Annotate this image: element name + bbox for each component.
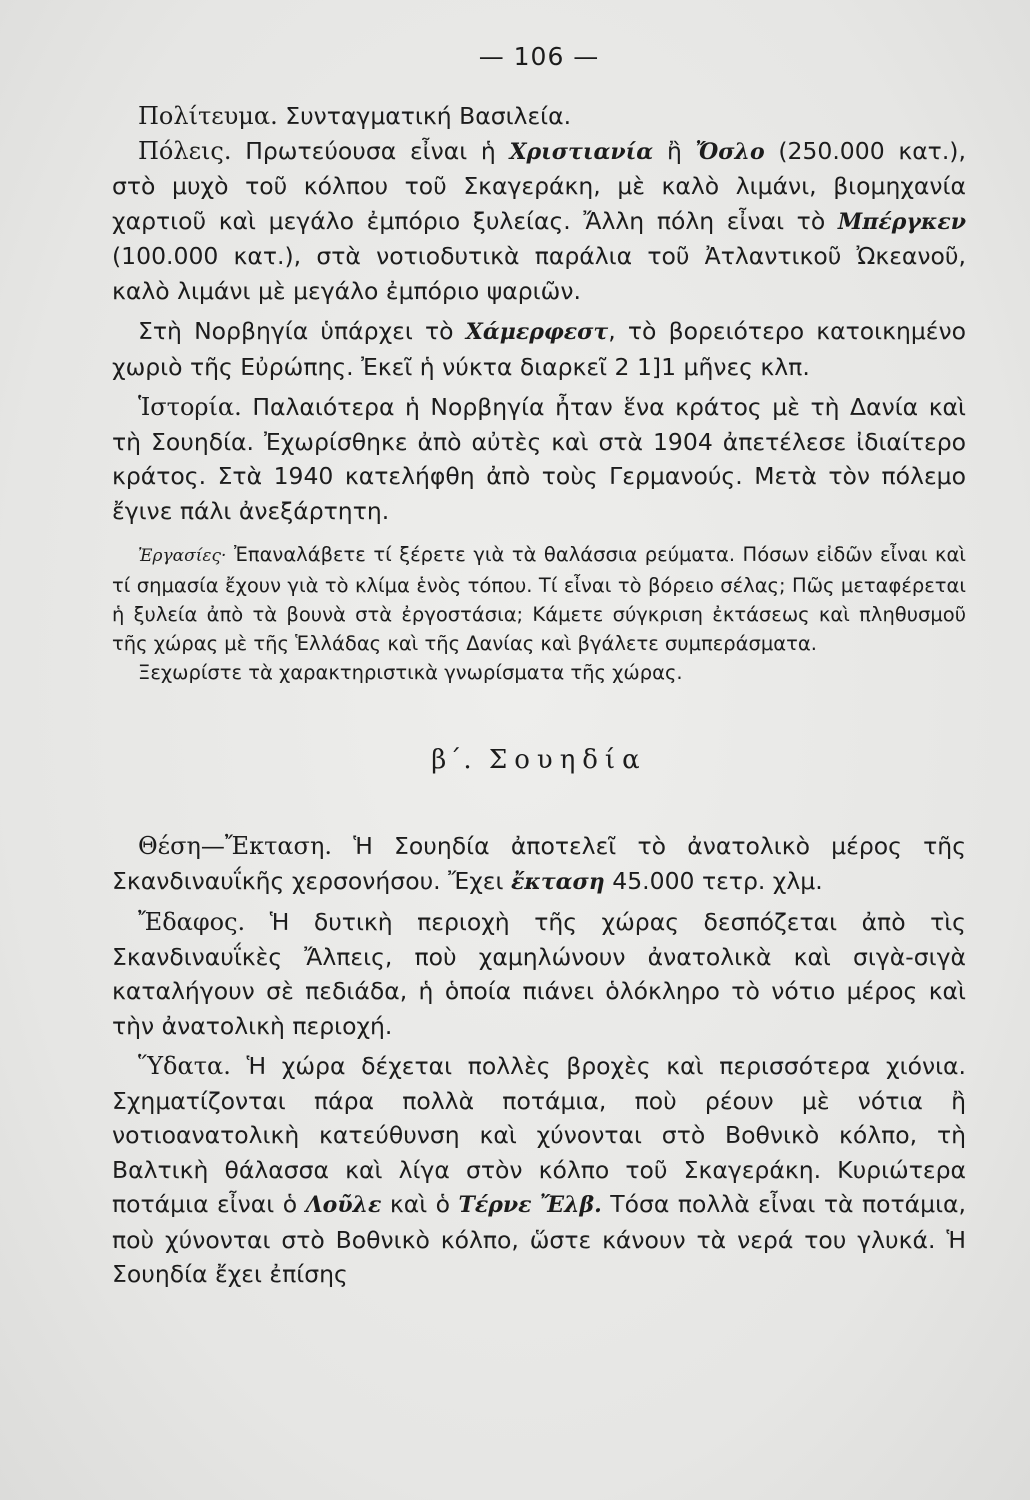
section-title: Σουηδία bbox=[488, 745, 647, 775]
poleis-text-2: ἢ bbox=[666, 136, 682, 165]
label-politeuma: Πολίτευμα. bbox=[138, 102, 278, 130]
section-heading-sweden bbox=[112, 745, 966, 775]
label-soil: Ἔδαφος. bbox=[138, 908, 246, 936]
text-soil: Ἡ δυτικὴ περιοχὴ τῆς χώρας δεσπόζεται ἀπὸ τὶς Σκανδιναυΐκὲς Ἄλπεις, ποὺ χαμηλώνουν ἀνατολικὰ καὶ σιγὰ-σιγὰ καταλήγουν σὲ πεδιάδα, ἡ ὁποία πιάνει ὁλόκληρο τὸ νότιο μέρος καὶ τὴν ἀνατολικὴ περιοχή. bbox=[112, 908, 966, 1040]
hammerfest-text-2: , τὸ βορειότερο κατοικημένο χωριὸ τῆς Εὐρώπης. Ἐκεῖ ἡ νύκτα διαρκεῖ 2 1]1 μῆνες κλπ. bbox=[112, 317, 966, 381]
city-bergen: Μπέργκεν bbox=[837, 208, 966, 235]
river-terne: Τέρνε bbox=[458, 1192, 532, 1218]
waters-text-3: Τόσα πολλὰ εἶναι τὰ ποτάμια, ποὺ χύνονται στὸ Βοθνικὸ κόλπο, ὥστε κάνουν τὰ νερά του γλυκά. Ἡ Σουηδία ἔχει ἐπίσης bbox=[112, 1190, 966, 1288]
label-position: Θέση—Ἔκταση. bbox=[138, 832, 332, 860]
emph-ektasi: ἔκταση bbox=[510, 868, 605, 895]
paragraph-exercises-2: Ξεχωρίστε τὰ χαρακτηριστικὰ γνωρίσματα τῆς χώρας. bbox=[138, 661, 683, 684]
paragraph-history bbox=[112, 390, 966, 528]
label-poleis: Πόλεις. bbox=[138, 136, 232, 165]
text-history: Παλαιότερα ἡ Νορβηγία ἦταν ἕνα κράτος μὲ τὴ Δανία καὶ τὴ Σουηδία. Ἐχωρίσθηκε ἀπὸ αὐτὲς καὶ στὰ 1904 ἀπετέλεσε ἰδιαίτερο κράτος. Στὰ 1940 κατελήφθη ἀπὸ τοὺς Γερμανούς. Μετὰ τὸν πόλεμο ἔγινε πάλι ἀνεξάρτητη. bbox=[112, 393, 966, 525]
poleis-text-1: Πρωτεύουσα εἶναι ἡ bbox=[245, 136, 496, 165]
poleis-text-3: (250.000 κατ.), στὸ μυχὸ τοῦ κόλπου τοῦ Σκαγεράκη, μὲ καλὸ λιμάνι, βιομηχανία χαρτιοῦ καὶ μεγάλο ἐμπόριο ξυλείας. Ἄλλη πόλη εἶναι τὸ bbox=[112, 136, 966, 235]
position-text-1: Ἡ Σουηδία ἀποτελεῖ τὸ ἀνατολικὸ μέρος τῆς Σκανδιναυΐκῆς χερσονήσου. Ἔχει bbox=[112, 832, 966, 895]
paragraph-poleis bbox=[112, 134, 966, 309]
position-text-2: 45.000 τετρ. χλμ. bbox=[612, 866, 823, 895]
poleis-text-4: (100.000 κατ.), στὰ νοτιοδυτικὰ παράλια τοῦ Ἀτλαντικοῦ Ὠκεανοῦ, καλὸ λιμάνι μὲ μεγάλο ἐμπόριο ψαριῶν. bbox=[112, 242, 966, 305]
text-politeuma: Συνταγματική Βασιλεία. bbox=[285, 102, 572, 130]
paragraph-position bbox=[112, 829, 966, 899]
label-history: Ἱστορία. bbox=[138, 393, 242, 421]
paragraph-politeuma bbox=[112, 99, 966, 134]
section-number: β΄. bbox=[431, 745, 474, 775]
waters-text-2: καὶ ὁ bbox=[389, 1190, 451, 1218]
page-number: — 106 — bbox=[478, 42, 600, 71]
paragraph-waters bbox=[112, 1049, 966, 1292]
paragraph-hammerfest bbox=[112, 314, 966, 384]
text-exercises: Ἐπαναλάβετε τί ξέρετε γιὰ τὰ θαλάσσια ρεύματα. Πόσων εἰδῶν εἶναι καὶ τί σημασία ἔχουν γιὰ τὸ κλίμα ἑνὸς τόπου. Τί εἶναι τὸ βόρειο σέλας; Πῶς μεταφέρεται ἡ ξυλεία ἀπὸ τὰ βουνὰ στὰ ἐργοστάσια; Κάμετε σύγκριση ἐκτάσεως καὶ πληθυσμοῦ τῆς χώρας μὲ τῆς Ἑλλάδας καὶ τῆς Δανίας καὶ βγάλετε συμπεράσματα. bbox=[112, 543, 966, 655]
label-waters: Ὕδατα. bbox=[138, 1052, 231, 1080]
city-oslo: Ὄσλο bbox=[695, 138, 765, 165]
paragraph-soil bbox=[112, 905, 966, 1043]
river-elv: Ἔλβ. bbox=[540, 1192, 602, 1218]
city-christiania: Χριστιανία bbox=[509, 138, 654, 165]
label-exercises: Ἐργασίες· bbox=[138, 546, 227, 566]
place-hammerfest: Χάμερφεστ bbox=[465, 319, 609, 345]
waters-text-1: Ἡ χώρα δέχεται πολλὲς βροχὲς καὶ περισσότερα χιόνια. Σχηματίζονται πάρα πολλὰ ποτάμια, ποὺ ρέουν μὲ νότια ἢ νοτιοανατολικὴ κατεύθυνση καὶ χύνονται στὸ Βοθνικὸ κόλπο, τὴ Βαλτικὴ θάλασσα καὶ λίγα στὸν κόλπο τοῦ Σκαγεράκη. Κυριώτερα ποτάμια εἶναι ὁ bbox=[112, 1052, 966, 1218]
river-loule: Λοῦλε bbox=[305, 1192, 382, 1218]
paragraph-exercises bbox=[112, 540, 966, 658]
hammerfest-text-1: Στὴ Νορβηγία ὑπάρχει τὸ bbox=[138, 317, 454, 345]
exercises-block bbox=[112, 540, 966, 687]
